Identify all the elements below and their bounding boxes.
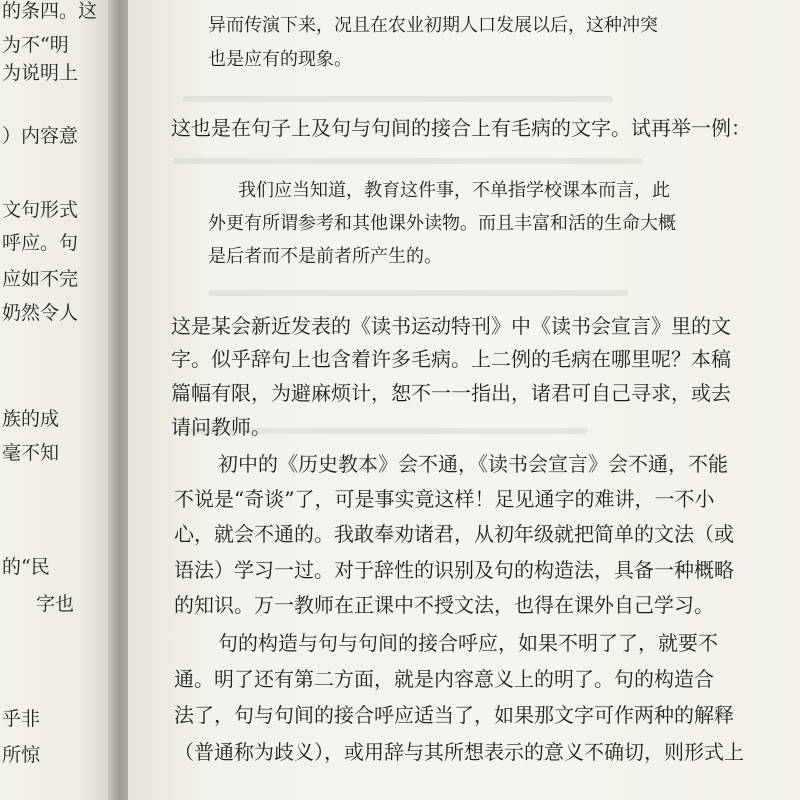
paragraph-line: 不说是“奇谈”了，可是事实竟这样！足见通字的难讲，一不小 — [174, 487, 715, 511]
left-text-line: 呼应。句 — [2, 232, 79, 254]
left-text-line: 乎非 — [2, 708, 41, 730]
left-text-line: ）内容意 — [2, 125, 79, 147]
paragraph-line: （普通称为歧义），或用辞与其所想表示的意义不确切，则形式上 — [174, 740, 744, 764]
paragraph-line: 法了，句与句间的接合呼应适当了，如果那文字可作两种的解释 — [174, 703, 734, 727]
show-through — [208, 290, 628, 296]
left-text-line: 奶然令人 — [2, 302, 79, 324]
quote-line: 异而传演下来，况且在农业初期人口发展以后，这种冲突 — [208, 15, 658, 36]
paragraph-line: 这也是在句子上及句与句间的接合上有毛病的文字。试再举一例： — [171, 116, 751, 140]
quote-line: 我们应当知道，教育这件事，不单指学校课本而言，此 — [238, 180, 670, 201]
paragraph-line: 心，就会不通的。我敢奉劝诸君，从初年级就把简单的文法（或 — [174, 522, 734, 546]
paragraph-line: 字。似乎辞句上也含着许多毛病。上二例的毛病在哪里呢？本稿 — [171, 347, 731, 371]
left-text-line: 文句形式 — [2, 199, 79, 221]
quote-line: 也是应有的现象。 — [208, 49, 352, 70]
paragraph-line: 通。明了还有第二方面，就是内容意义上的明了。句的构造合 — [174, 667, 714, 691]
left-text-line: 应如不完 — [2, 268, 79, 290]
paragraph-line: 句的构造与句与句间的接合呼应，如果不明了了，就要不 — [218, 631, 718, 655]
paragraph-line: 请问教师。 — [171, 415, 271, 439]
quote-line: 是后者而不是前者所产生的。 — [208, 246, 442, 267]
paragraph-line: 语法）学习一过。对于辞性的识别及句的构造法，具备一种概略 — [174, 558, 734, 582]
left-text-line: 毫不知 — [2, 442, 60, 464]
left-text-line: 为说明上 — [2, 62, 79, 84]
paragraph-line: 的知识。万一教师在正课中不授文法，也得在课外自己学习。 — [174, 593, 714, 617]
show-through — [183, 96, 613, 102]
paragraph-line: 篇幅有限，为避麻烦计，恕不一一指出，诸君可自己寻求，或去 — [171, 381, 731, 405]
paragraph-line: 这是某会新近发表的《读书运动特刊》中《读书会宣言》里的文 — [171, 314, 731, 338]
left-text-line: 为不“明 — [2, 34, 69, 56]
quote-line: 外更有所谓参考和其他课外读物。而且丰富和活的生命大概 — [208, 213, 676, 234]
left-text-line: 族的成 — [2, 408, 60, 430]
right-page — [128, 0, 800, 800]
left-text-line: 的条四。这 — [2, 0, 98, 22]
left-text-line: 字也 — [36, 593, 75, 615]
left-text-line: 所惊 — [2, 744, 41, 766]
show-through — [173, 158, 643, 164]
left-page — [0, 0, 112, 800]
paragraph-line: 初中的《历史教本》会不通，《读书会宣言》会不通，不能 — [218, 452, 728, 476]
left-text-line: 的“民 — [2, 556, 50, 578]
